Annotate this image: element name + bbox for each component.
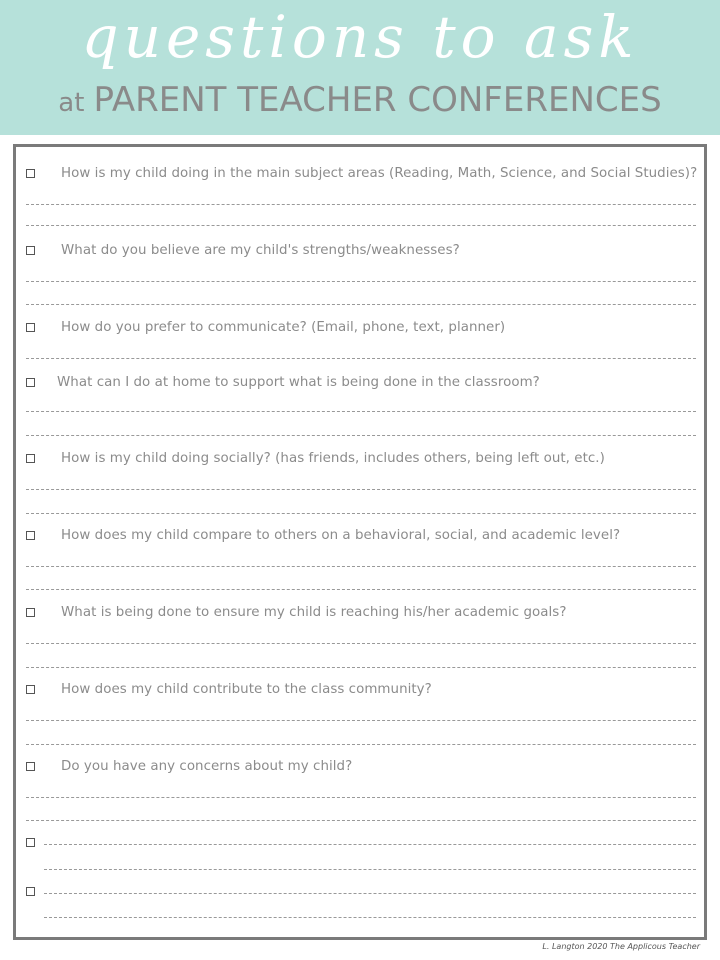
question-item[interactable] bbox=[26, 239, 460, 261]
checkbox-icon[interactable] bbox=[26, 531, 35, 540]
checkbox-icon[interactable] bbox=[26, 887, 35, 896]
checkbox-icon[interactable] bbox=[26, 378, 35, 387]
question-item[interactable] bbox=[26, 162, 697, 184]
question-text: How is my child doing socially? (has friends, includes others, being left out, etc.) bbox=[61, 450, 605, 466]
question-item[interactable] bbox=[26, 601, 566, 623]
blank-item[interactable] bbox=[26, 884, 35, 898]
question-item[interactable] bbox=[26, 755, 352, 777]
answer-line[interactable] bbox=[26, 281, 696, 282]
question-item[interactable] bbox=[26, 524, 620, 546]
question-text: Do you have any concerns about my child? bbox=[61, 758, 353, 774]
answer-line[interactable] bbox=[26, 589, 696, 590]
checkbox-icon[interactable] bbox=[26, 762, 35, 771]
answer-line[interactable] bbox=[26, 204, 696, 205]
question-item[interactable] bbox=[26, 316, 505, 338]
checkbox-icon[interactable] bbox=[26, 246, 35, 255]
answer-line[interactable] bbox=[44, 917, 696, 918]
subtitle-main: PARENT TEACHER CONFERENCES bbox=[93, 80, 662, 120]
answer-line[interactable] bbox=[26, 667, 696, 668]
script-title: questions to ask bbox=[81, 3, 639, 71]
question-text: What is being done to ensure my child is reaching his/her academic goals? bbox=[61, 604, 567, 620]
answer-line[interactable] bbox=[26, 566, 696, 567]
question-text: How does my child compare to others on a behavioral, social, and academic level? bbox=[61, 527, 621, 543]
checkbox-icon[interactable] bbox=[26, 685, 35, 694]
checkbox-icon[interactable] bbox=[26, 323, 35, 332]
answer-line[interactable] bbox=[26, 797, 696, 798]
header-banner bbox=[0, 0, 720, 135]
checkbox-icon[interactable] bbox=[26, 608, 35, 617]
question-item[interactable] bbox=[26, 447, 605, 469]
answer-line[interactable] bbox=[26, 435, 696, 436]
question-text: What can I do at home to support what is being done in the classroom? bbox=[57, 374, 540, 390]
subtitle bbox=[0, 76, 720, 130]
answer-line[interactable] bbox=[26, 513, 696, 514]
answer-line[interactable] bbox=[26, 720, 696, 721]
answer-line[interactable] bbox=[26, 489, 696, 490]
answer-line[interactable] bbox=[44, 893, 696, 894]
answer-line[interactable] bbox=[26, 411, 696, 412]
answer-line[interactable] bbox=[26, 225, 696, 226]
checkbox-icon[interactable] bbox=[26, 454, 35, 463]
checkbox-icon[interactable] bbox=[26, 838, 35, 847]
answer-line[interactable] bbox=[26, 304, 696, 305]
question-text: How does my child contribute to the class community? bbox=[61, 681, 432, 697]
answer-line[interactable] bbox=[26, 358, 696, 359]
answer-line[interactable] bbox=[44, 844, 696, 845]
footer-credit: L. Langton 2020 The Applicous Teacher bbox=[542, 942, 700, 951]
question-item[interactable] bbox=[26, 678, 432, 700]
answer-line[interactable] bbox=[26, 744, 696, 745]
question-item[interactable] bbox=[26, 371, 540, 393]
question-text: What do you believe are my child's strengths/weaknesses? bbox=[61, 242, 460, 258]
answer-line[interactable] bbox=[26, 820, 696, 821]
questions-frame bbox=[13, 144, 707, 940]
checkbox-icon[interactable] bbox=[26, 169, 35, 178]
answer-line[interactable] bbox=[26, 643, 696, 644]
answer-line[interactable] bbox=[44, 869, 696, 870]
subtitle-prefix: at bbox=[58, 88, 85, 118]
blank-item[interactable] bbox=[26, 835, 35, 849]
question-text: How do you prefer to communicate? (Email, phone, text, planner) bbox=[61, 319, 506, 335]
question-text: How is my child doing in the main subject areas (Reading, Math, Science, and Social Studies)? bbox=[61, 165, 698, 181]
